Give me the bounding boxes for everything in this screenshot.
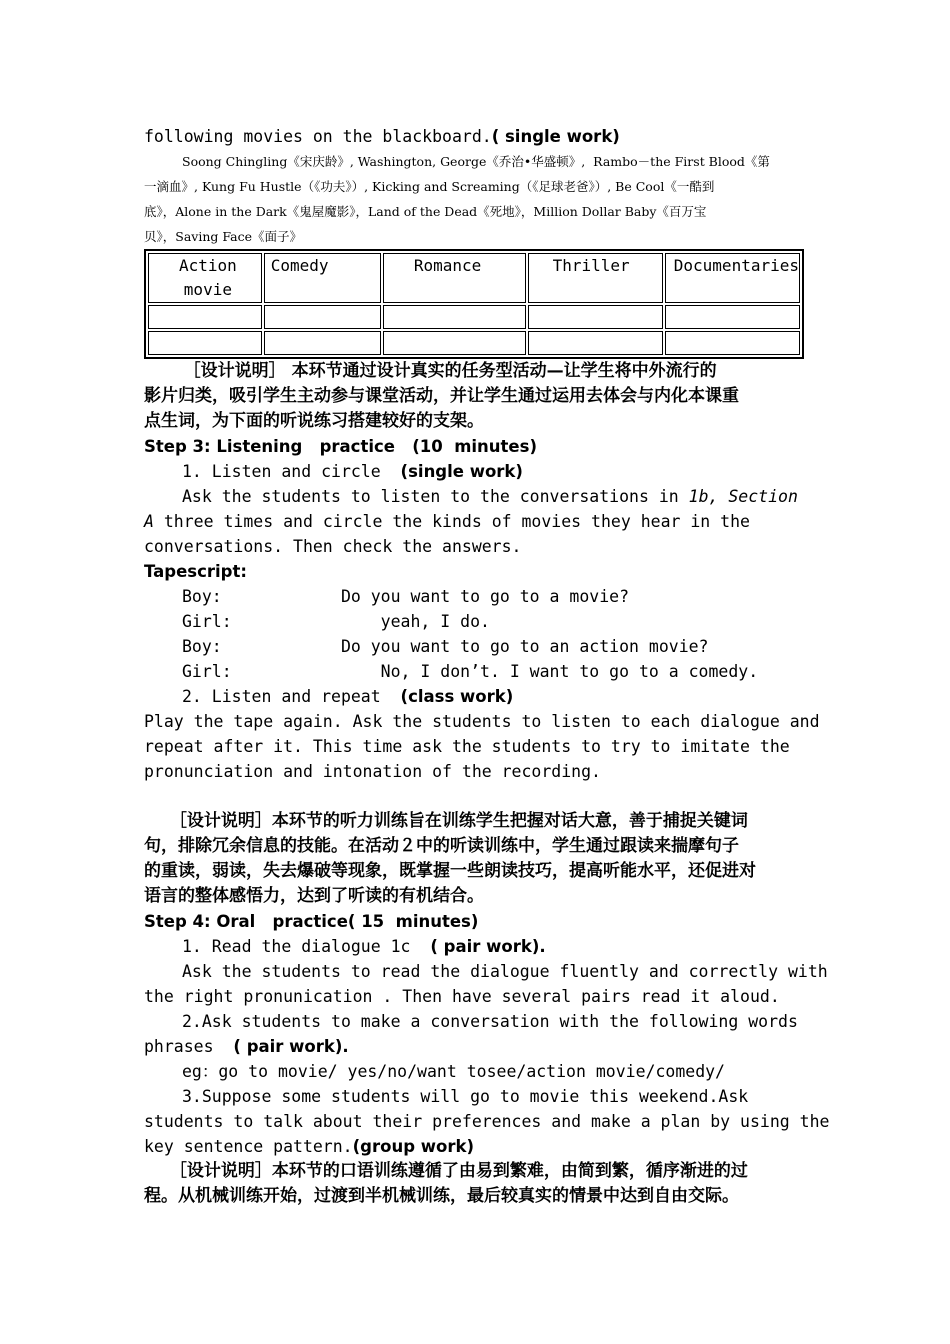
table-header-cell: Thriller <box>528 253 663 303</box>
table-cell <box>383 331 526 355</box>
step4-item1: 1. Read the dialogue 1c ( pair work). <box>182 937 546 956</box>
step4-item3-cont: students to talk about their preferences and make a plan by using the <box>144 1112 830 1131</box>
table-header-row <box>148 253 800 303</box>
step4-item2: 2.Ask students to make a conversation with the following words <box>182 1012 798 1031</box>
design-note-line: 程。从机械训练开始，过渡到半机械训练，最后较真实的情景中达到自由交际。 <box>144 1186 739 1206</box>
design-note-line: 语言的整体感悟力，达到了听读的有机结合。 <box>144 886 484 906</box>
step4-para1-line: the right pronunication . Then have several pairs read it aloud. <box>144 987 780 1006</box>
tapescript-heading: Tapescript: <box>144 562 247 581</box>
dialog-line: Girl: No, I don’t. I want to go to a comedy. <box>182 662 759 681</box>
step4-item2-cont: phrases ( pair work). <box>144 1037 349 1056</box>
design-note-line: 影片归类，吸引学生主动参与课堂活动，并让学生通过运用去体会与内化本课重 <box>144 386 739 406</box>
step3-item2: 2. Listen and repeat (class work) <box>182 687 514 706</box>
spacer <box>144 784 808 809</box>
movies-list-line: Soong Chingling《宋庆龄》, Washington, George《乔治•华盛顿》, Rambo－the First Blood《第 <box>182 154 770 169</box>
intro-line <box>144 124 808 149</box>
movies-list-line: 贝》，Saving Face《面子》 <box>144 229 303 244</box>
design-note-line: ［设计说明］本环节的听力训练旨在训练学生把握对话大意，善于捕捉关键词 <box>158 811 748 831</box>
intro-text: following movies on the blackboard. <box>144 127 492 146</box>
design-note-line: 句，排除冗余信息的技能。在活动２中的听读训练中，学生通过跟读来揣摩句子 <box>144 836 739 856</box>
dialog-line: Boy: Do you want to go to a movie? <box>182 587 630 606</box>
table-header-cell: Documentaries <box>665 253 800 303</box>
table-row <box>148 305 800 329</box>
design-note-line: ［设计说明］ 本环节通过设计真实的任务型活动—让学生将中外流行的 <box>160 361 717 381</box>
step4-item3: 3.Suppose some students will go to movie this weekend.Ask <box>182 1087 749 1106</box>
step3-para2-line: pronunciation and intonation of the recording. <box>144 762 601 781</box>
step3-para1-line: A three times and circle the kinds of movies they hear in the <box>144 512 750 531</box>
step3-para2-line: Play the tape again. Ask the students to listen to each dialogue and <box>144 712 820 731</box>
design-note-line: 的重读，弱读，失去爆破等现象，既掌握一些朗读技巧，提高听能水平，还促进对 <box>144 861 756 881</box>
table-cell <box>264 331 381 355</box>
intro-tag: ( single work) <box>491 127 620 146</box>
movies-list-line: 底》，Alone in the Dark《鬼屋魔影》，Land of the Dead《死地》，Million Dollar Baby《百万宝 <box>144 204 707 219</box>
table-cell <box>665 331 800 355</box>
dialog-line: Boy: Do you want to go to an action movie? <box>182 637 709 656</box>
table-row <box>148 331 800 355</box>
design-note-line: 点生词，为下面的听说练习搭建较好的支架。 <box>144 411 484 431</box>
design-note-line: ［设计说明］本环节的口语训练遵循了由易到繁难，由简到繁，循序渐进的过 <box>158 1161 748 1181</box>
dialog-line: Girl: yeah, I do. <box>182 612 490 631</box>
table-cell <box>148 331 262 355</box>
table-header-cell: Comedy <box>264 253 381 303</box>
table-header-cell: Action movie <box>148 253 262 303</box>
step4-item3-cont: key sentence pattern.(group work) <box>144 1137 474 1156</box>
movies-list-line: 一滴血》, Kung Fu Hustle（《功夫》）, Kicking and Screaming（《足球老爸》）, Be Cool《一酷到 <box>144 179 715 194</box>
table-cell <box>665 305 800 329</box>
table-cell <box>528 331 663 355</box>
table-cell <box>383 305 526 329</box>
step3-para2-line: repeat after it. This time ask the students to try to imitate the <box>144 737 790 756</box>
example-line: eg：go to movie/ yes/no/want tosee/action movie/comedy/ <box>182 1062 725 1081</box>
table-cell <box>148 305 262 329</box>
step3-title: Step 3: Listening practice (10 minutes) <box>144 437 537 456</box>
step4-title: Step 4: Oral practice( 15 minutes) <box>144 912 479 931</box>
movie-category-table <box>144 249 804 359</box>
table-header-cell: Romance <box>383 253 526 303</box>
table-cell <box>528 305 663 329</box>
document-page <box>144 124 830 1209</box>
step3-item1: 1. Listen and circle (single work) <box>182 462 523 481</box>
step3-para1-line: Ask the students to listen to the conversations in 1b, Section <box>182 487 798 506</box>
step4-para1-line: Ask the students to read the dialogue fluently and correctly with <box>182 962 828 981</box>
table-cell <box>264 305 381 329</box>
step3-para1-line: conversations. Then check the answers. <box>144 537 522 556</box>
